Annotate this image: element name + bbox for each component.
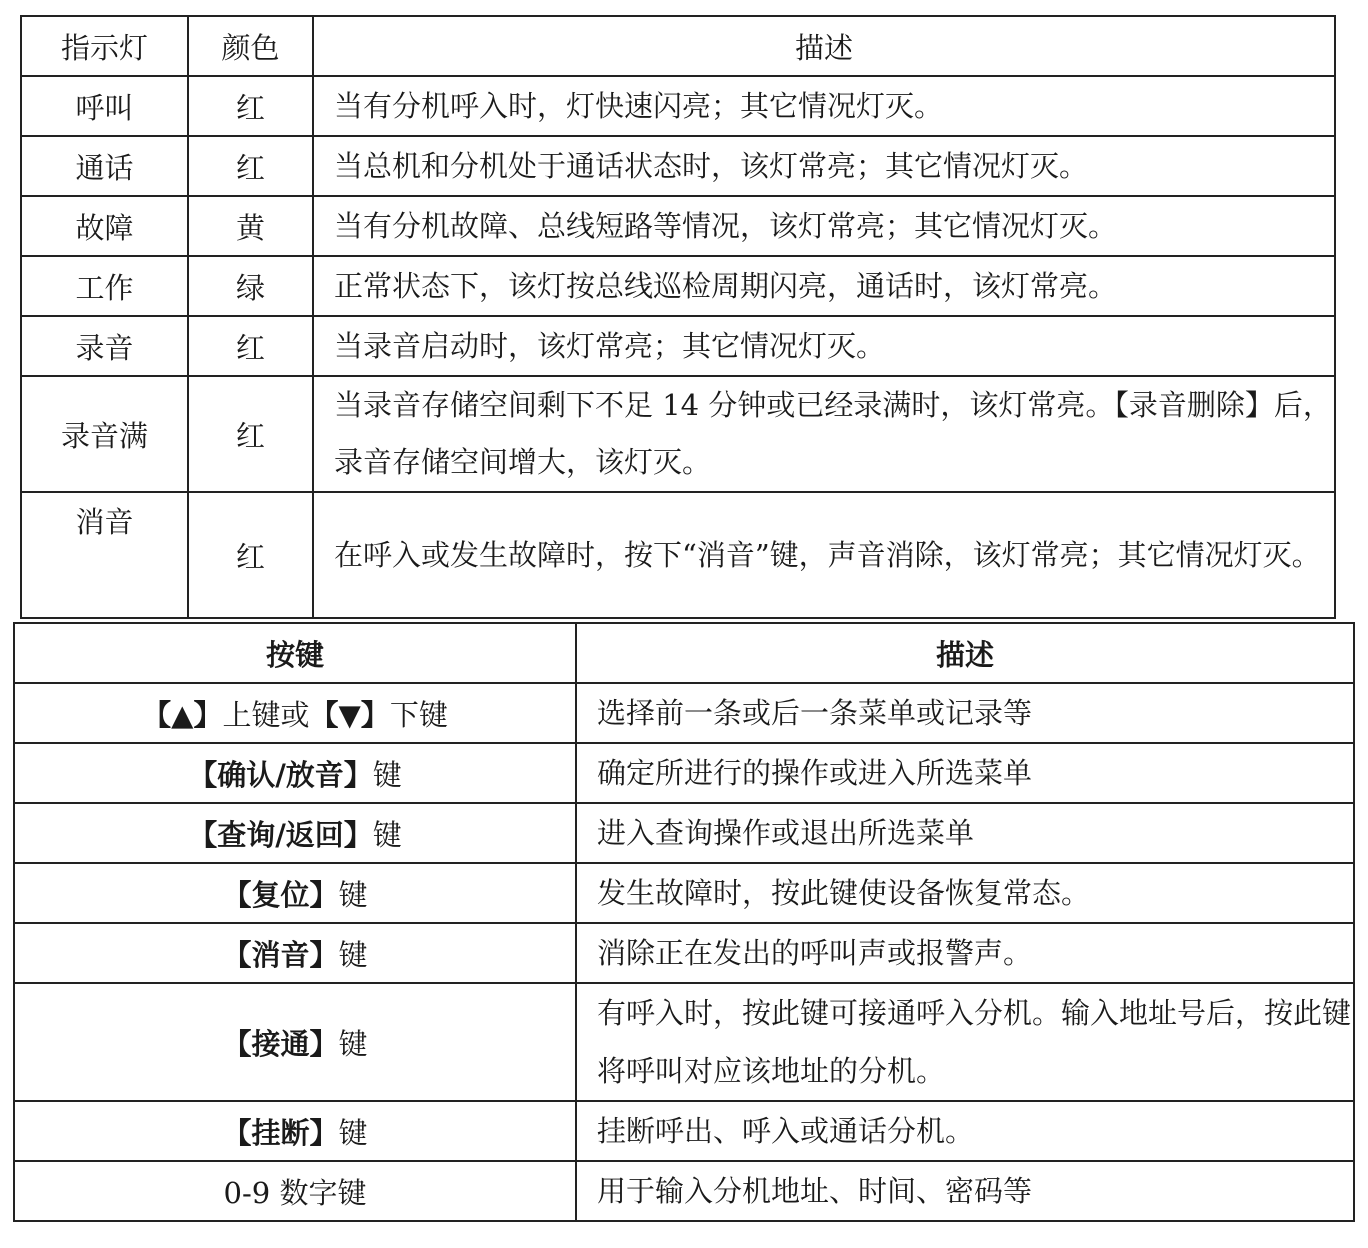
key-name — [14, 803, 576, 863]
indicator-color: 红 — [188, 316, 313, 376]
table-row — [14, 803, 1354, 863]
indicator-name: 通话 — [21, 136, 188, 196]
key-label: 【消音】 — [222, 937, 339, 972]
key-name — [14, 863, 576, 923]
key-suffix: 键 — [338, 1115, 368, 1150]
key-name — [14, 743, 576, 803]
key-label: 【确认/放音】 — [188, 757, 373, 792]
key-suffix: 键 — [338, 877, 368, 912]
table-row — [14, 863, 1354, 923]
indicator-description: 正常状态下，该灯按总线巡检周期闪亮，通话时，该灯常亮。 — [313, 256, 1335, 316]
indicator-name: 呼叫 — [21, 76, 188, 136]
indicator-name: 录音 — [21, 316, 188, 376]
key-suffix: 键 — [372, 757, 402, 792]
header-color: 颜色 — [188, 16, 313, 76]
header-indicator: 指示灯 — [21, 16, 188, 76]
key-description: 挂断呼出、呼入或通话分机。 — [576, 1101, 1354, 1161]
key-suffix: 键 — [338, 937, 368, 972]
table-row — [21, 136, 1335, 196]
table-row — [21, 76, 1335, 136]
table-row — [14, 983, 1354, 1101]
key-description: 发生故障时，按此键使设备恢复常态。 — [576, 863, 1354, 923]
table-row — [14, 743, 1354, 803]
key-name: 0-9 数字键 — [14, 1161, 576, 1221]
key-up-text: 上键或 — [222, 697, 310, 732]
indicator-color: 红 — [188, 136, 313, 196]
table-row — [21, 196, 1335, 256]
indicator-description: 当录音启动时，该灯常亮；其它情况灯灭。 — [313, 316, 1335, 376]
header-key: 按键 — [14, 623, 576, 683]
key-description: 用于输入分机地址、时间、密码等 — [576, 1161, 1354, 1221]
indicator-color: 绿 — [188, 256, 313, 316]
key-description: 确定所进行的操作或进入所选菜单 — [576, 743, 1354, 803]
indicator-light-table — [20, 15, 1336, 619]
indicator-color: 红 — [188, 376, 313, 492]
indicator-color: 黄 — [188, 196, 313, 256]
key-description: 有呼入时，按此键可接通呼入分机。输入地址号后，按此键将呼叫对应该地址的分机。 — [576, 983, 1354, 1101]
indicator-description: 当有分机故障、总线短路等情况，该灯常亮；其它情况灯灭。 — [313, 196, 1335, 256]
indicator-description: 在呼入或发生故障时，按下“消音”键，声音消除，该灯常亮；其它情况灯灭。 — [313, 492, 1335, 618]
table-row — [21, 256, 1335, 316]
key-function-table — [13, 622, 1355, 1222]
table-row — [14, 1161, 1354, 1221]
key-name — [14, 923, 576, 983]
indicator-name: 消音 — [21, 492, 188, 618]
indicator-description: 当录音存储空间剩下不足 14 分钟或已经录满时，该灯常亮。【录音删除】后，录音存储空间增大，该灯灭。 — [313, 376, 1335, 492]
key-name — [14, 983, 576, 1101]
table-row — [14, 1101, 1354, 1161]
table-row — [21, 492, 1335, 618]
key-description: 消除正在发出的呼叫声或报警声。 — [576, 923, 1354, 983]
key-description: 进入查询操作或退出所选菜单 — [576, 803, 1354, 863]
key-label: 【接通】 — [222, 1026, 339, 1061]
indicator-description: 当有分机呼入时，灯快速闪亮；其它情况灯灭。 — [313, 76, 1335, 136]
key-up-label: 【▲】 — [142, 697, 223, 732]
key-label: 【查询/返回】 — [188, 817, 373, 852]
indicator-name: 工作 — [21, 256, 188, 316]
indicator-color: 红 — [188, 76, 313, 136]
table-row — [21, 316, 1335, 376]
key-suffix: 键 — [338, 1026, 368, 1061]
indicator-color: 红 — [188, 492, 313, 618]
table-row — [14, 683, 1354, 743]
header-description: 描述 — [313, 16, 1335, 76]
key-description: 选择前一条或后一条菜单或记录等 — [576, 683, 1354, 743]
key-down-text: 下键 — [389, 697, 448, 732]
header-description: 描述 — [576, 623, 1354, 683]
table-header-row — [21, 16, 1335, 76]
table-row — [21, 376, 1335, 492]
indicator-name: 录音满 — [21, 376, 188, 492]
key-down-label: 【▼】 — [309, 697, 390, 732]
key-name — [14, 683, 576, 743]
key-label: 【挂断】 — [222, 1115, 339, 1150]
key-name — [14, 1101, 576, 1161]
indicator-description: 当总机和分机处于通话状态时，该灯常亮；其它情况灯灭。 — [313, 136, 1335, 196]
indicator-name: 故障 — [21, 196, 188, 256]
key-label: 【复位】 — [222, 877, 339, 912]
key-suffix: 键 — [372, 817, 402, 852]
table-row — [14, 923, 1354, 983]
table-header-row — [14, 623, 1354, 683]
